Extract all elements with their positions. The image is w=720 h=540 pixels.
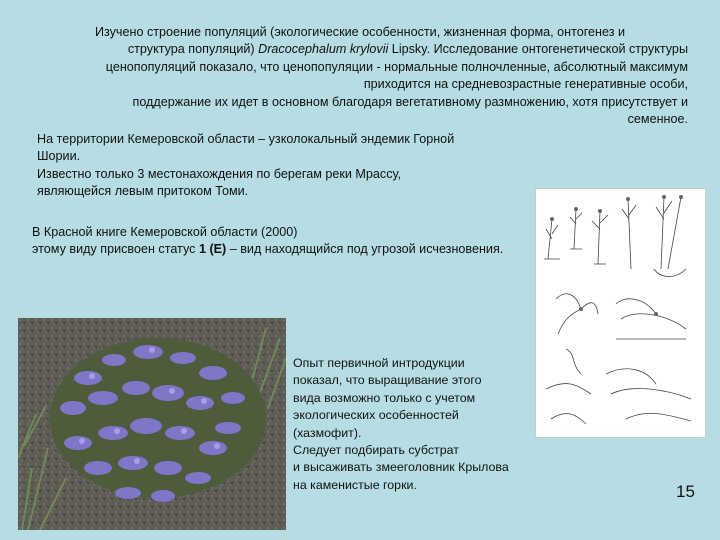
status-code: 1 (E) [198,242,227,257]
introduction-line: и высаживать змееголовник Крылова [293,460,509,475]
redbook-paragraph [32,224,552,259]
introduction-line: экологических особенностей [293,408,459,423]
intro-line: ценопопуляций показало, что ценопопуляции - нормальные полночленные, абсолютный максимум [105,59,688,74]
intro-line-pre: структура популяций) [127,42,259,57]
territory-paragraph [37,131,517,201]
introduction-line: показал, что выращивание этого [293,373,482,388]
intro-line: Изучено строение популяций (экологические особенности, жизненная форма, онтогенез и [94,25,626,39]
redbook-line: В Красной книге Кемеровской области (2000) [32,225,298,239]
territory-line: На территории Кемеровской области – узколокальный эндемик Горной [37,132,455,146]
redbook-line [32,241,552,258]
intro-paragraph [32,24,688,128]
intro-line: поддержание их идет в основном благодаря вегетативному размножению, хотя присутствует и [132,94,688,109]
territory-line: Известно только 3 местонахождения по берегам реки Мрассу, [37,166,402,181]
redbook-line-pre: этому виду присвоен статус [32,242,199,257]
redbook-line-post: – вид находящийся под угрозой исчезновения. [226,242,504,257]
introduction-paragraph [293,355,543,494]
intro-line [32,41,688,58]
introduction-line: (хазмофит). [293,425,362,440]
introduction-line: Следует подбирать субстрат [293,443,459,458]
species-name: Dracocephalum krylovii [258,42,389,57]
introduction-line: вида возможно только с учетом [293,390,476,405]
territory-line: Шории. [37,149,81,164]
intro-line: семенное. [627,112,688,127]
territory-line: являющейся левым притоком Томи. [37,184,249,199]
intro-line-post: Lipsky. Исследование онтогенетической структуры [388,42,688,57]
plant-photo [18,318,286,530]
botanical-drawing [535,188,706,438]
intro-line: приходится на средневозрастные генеративные особи, [363,77,688,92]
introduction-line: на каменистые горки. [293,477,417,492]
introduction-line: Опыт первичной интродукции [293,356,465,370]
page-number: 15 [676,482,695,501]
